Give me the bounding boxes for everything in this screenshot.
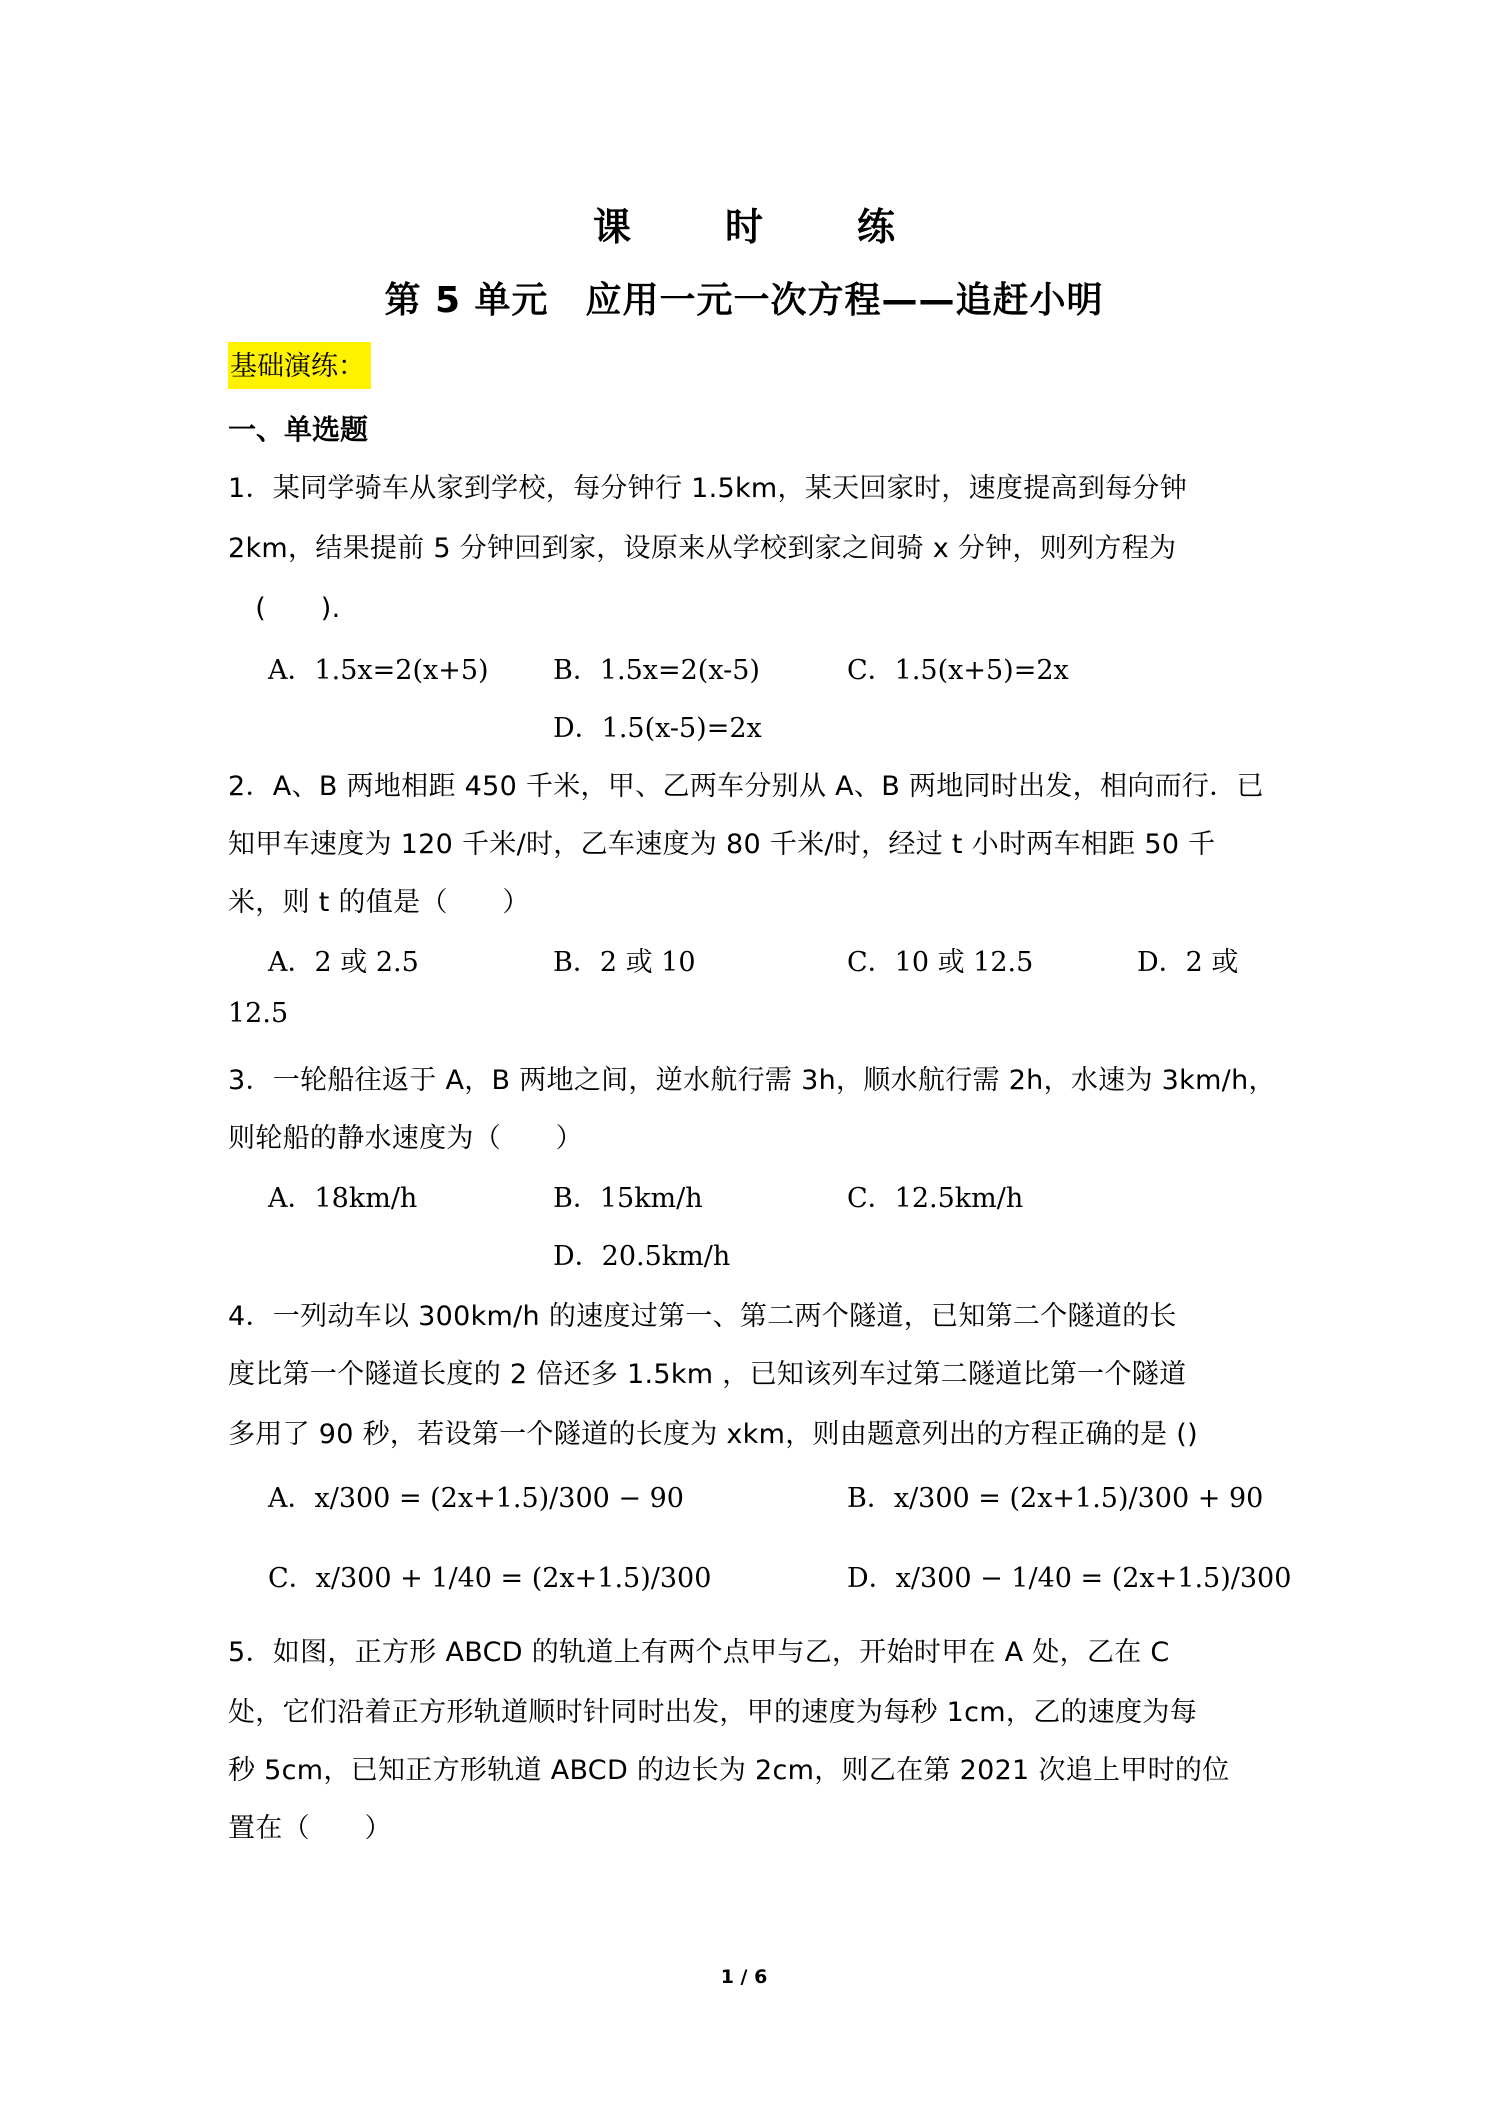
question-4-line-2: 度比第一个隧道长度的 2 倍还多 1.5km ，已知该列车过第二隧道比第一个隧道 [228,1359,1187,1390]
question-1-option-a[interactable]: A．1.5x=2(x+5) [268,655,489,686]
question-3-line-2: 则轮船的静水速度为（ ） [228,1123,583,1154]
question-5-line-3: 秒 5cm，已知正方形轨道 ABCD 的边长为 2cm，则乙在第 2021 次追上甲时的位 [228,1755,1230,1786]
question-1-option-b[interactable]: B．1.5x=2(x-5) [553,655,760,686]
section-label-highlighted: 基础演练： [228,342,371,389]
question-1-line-1: 1．某同学骑车从家到学校，每分钟行 1.5km，某天回家时，速度提高到每分钟 [228,473,1188,504]
question-2-option-a[interactable]: A．2 或 2.5 [268,947,419,978]
question-1-line-3: ( ). [228,593,341,624]
question-5-line-1: 5．如图，正方形 ABCD 的轨道上有两个点甲与乙，开始时甲在 A 处，乙在 C [228,1637,1170,1668]
question-2-option-b[interactable]: B．2 或 10 [553,947,696,978]
question-2-option-d-continued: 12.5 [228,998,289,1029]
question-2-option-c[interactable]: C．10 或 12.5 [847,947,1034,978]
question-3-option-c[interactable]: C．12.5km/h [847,1183,1024,1214]
question-4-option-a[interactable]: A．x/300 = (2x+1.5)/300 − 90 [268,1483,684,1514]
question-2-line-1: 2．A、B 两地相距 450 千米，甲、乙两车分别从 A、B 两地同时出发，相向而行．已 [228,771,1264,802]
question-1-option-c[interactable]: C．1.5(x+5)=2x [847,655,1069,686]
question-4-option-b[interactable]: B．x/300 = (2x+1.5)/300 + 90 [847,1483,1264,1514]
question-2-option-d[interactable]: D．2 或 [1137,947,1239,978]
question-4-option-d[interactable]: D．x/300 − 1/40 = (2x+1.5)/300 [847,1563,1292,1594]
question-4-line-1: 4．一列动车以 300km/h 的速度过第一、第二两个隧道，已知第二个隧道的长 [228,1301,1177,1332]
question-3-line-1: 3．一轮船往返于 A，B 两地之间，逆水航行需 3h，顺水航行需 2h，水速为 3km/h， [228,1065,1276,1096]
question-2-line-3: 米，则 t 的值是（ ） [228,887,530,918]
question-4-line-3: 多用了 90 秒，若设第一个隧道的长度为 xkm，则由题意列出的方程正确的是 () [228,1419,1198,1450]
question-4-option-c[interactable]: C．x/300 + 1/40 = (2x+1.5)/300 [268,1563,712,1594]
question-3-option-d[interactable]: D．20.5km/h [553,1241,731,1272]
question-3-option-b[interactable]: B．15km/h [553,1183,703,1214]
question-1-line-2: 2km，结果提前 5 分钟回到家，设原来从学校到家之间骑 x 分钟，则列方程为 [228,533,1177,564]
page-subtitle: 第 5 单元 应用一元一次方程——追赶小明 [384,280,1104,321]
question-2-line-2: 知甲车速度为 120 千米/时，乙车速度为 80 千米/时，经过 t 小时两车相距 50 千 [228,829,1216,860]
section-heading: 一、单选题 [228,413,369,446]
question-1-option-d[interactable]: D．1.5(x-5)=2x [553,713,762,744]
question-5-line-2: 处，它们沿着正方形轨道顺时针同时出发，甲的速度为每秒 1cm，乙的速度为每 [228,1697,1198,1728]
question-3-option-a[interactable]: A．18km/h [268,1183,418,1214]
question-5-line-4: 置在（ ） [228,1813,392,1844]
page-indicator: 1 / 6 [720,1966,768,1988]
page-title: 课 时 练 [592,205,923,249]
